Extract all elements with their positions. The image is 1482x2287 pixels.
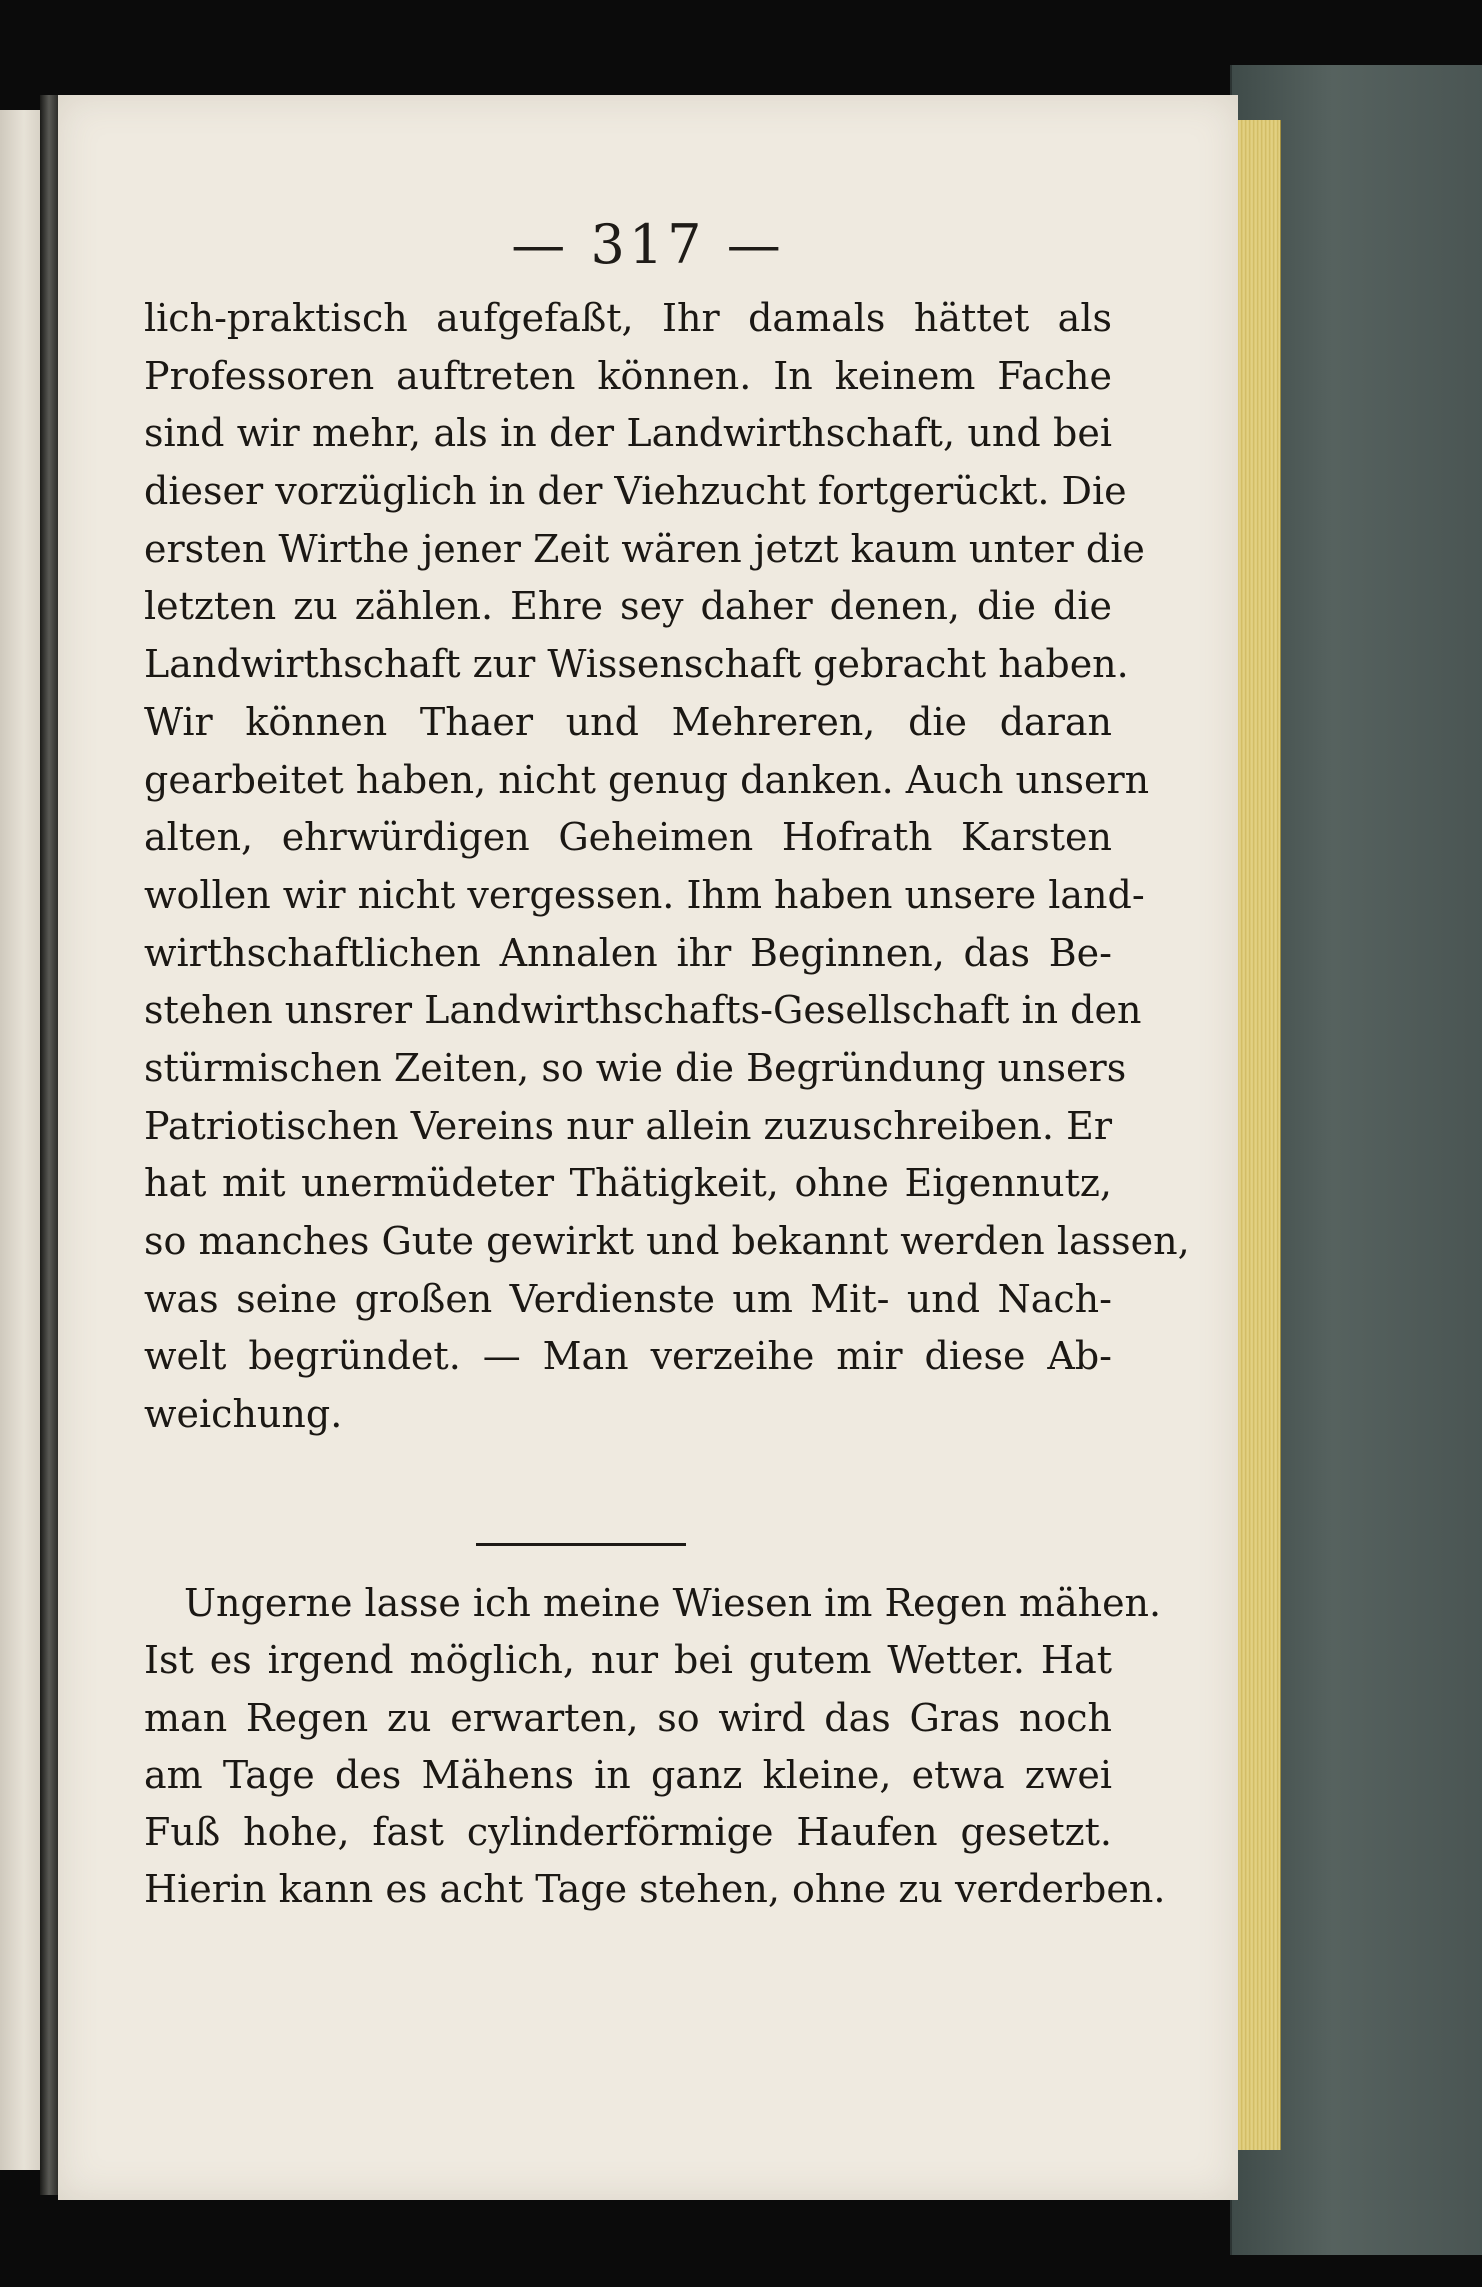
gilt-page-edges <box>1238 120 1281 2150</box>
text-line: Landwirthschaft zur Wissenschaft gebracht haben. <box>144 642 1129 687</box>
text-line: wirthschaftlichen Annalen ihr Beginnen, das Be- <box>144 930 1112 975</box>
text-line: stürmischen Zeiten, so wie die Begründung unsers <box>144 1045 1127 1090</box>
text-line: lich-praktisch aufgefaßt, Ihr damals hättet als <box>144 296 1112 340</box>
text-line: Professoren auftreten können. In keinem Fache <box>144 353 1112 398</box>
text-line: dieser vorzüglich in der Viehzucht fortgerückt. Die <box>144 469 1127 514</box>
text-line: so manches Gute gewirkt und bekannt werden lassen, <box>144 1219 1190 1263</box>
text-line: hat mit unermüdeter Thätigkeit, ohne Eigennutz, <box>144 1161 1112 1206</box>
text-line: letzten zu zählen. Ehre sey daher denen, die die <box>144 584 1112 629</box>
text-line: gearbeitet haben, nicht genug danken. Auch unsern <box>144 757 1150 802</box>
text-line: wollen wir nicht vergessen. Ihm haben unsere land- <box>144 872 1145 917</box>
text-line: weichung. <box>144 1392 343 1437</box>
section-divider-rule <box>476 1543 686 1546</box>
text-line: ersten Wirthe jener Zeit wären jetzt kaum unter die <box>144 526 1145 571</box>
text-line: Hierin kann es acht Tage stehen, ohne zu verderben. <box>144 1867 1166 1912</box>
text-line: man Regen zu erwarten, so wird das Gras noch <box>144 1695 1112 1740</box>
text-line: stehen unsrer Landwirthschafts-Gesellschaft in den <box>144 988 1142 1033</box>
paragraph-2 <box>144 1575 1166 1919</box>
text-line: sind wir mehr, als in der Landwirthschaft, und bei <box>144 411 1112 456</box>
text-line: was seine großen Verdienste um Mit- und Nach- <box>144 1276 1112 1321</box>
text-line: Patriotischen Vereins nur allein zuzuschreiben. Er <box>144 1103 1112 1148</box>
paragraph-1 <box>144 290 1190 1444</box>
text-line: alten, ehrwürdigen Geheimen Hofrath Karsten <box>144 815 1112 860</box>
text-line: Ist es irgend möglich, nur bei gutem Wetter. Hat <box>144 1638 1112 1683</box>
text-line: Ungerne lasse ich meine Wiesen im Regen mähen. <box>184 1581 1162 1625</box>
page-number-header: — 317 — <box>511 213 785 276</box>
previous-page-edge <box>0 110 40 2170</box>
text-line: Fuß hohe, fast cylinderförmige Haufen gesetzt. <box>144 1810 1112 1855</box>
text-line: welt begründet. — Man verzeihe mir diese Ab- <box>144 1334 1112 1379</box>
text-line: am Tage des Mähens in ganz kleine, etwa zwei <box>144 1752 1112 1797</box>
text-line: Wir können Thaer und Mehreren, die daran <box>144 699 1112 744</box>
book-page <box>58 95 1238 2200</box>
book-gutter <box>40 95 58 2195</box>
